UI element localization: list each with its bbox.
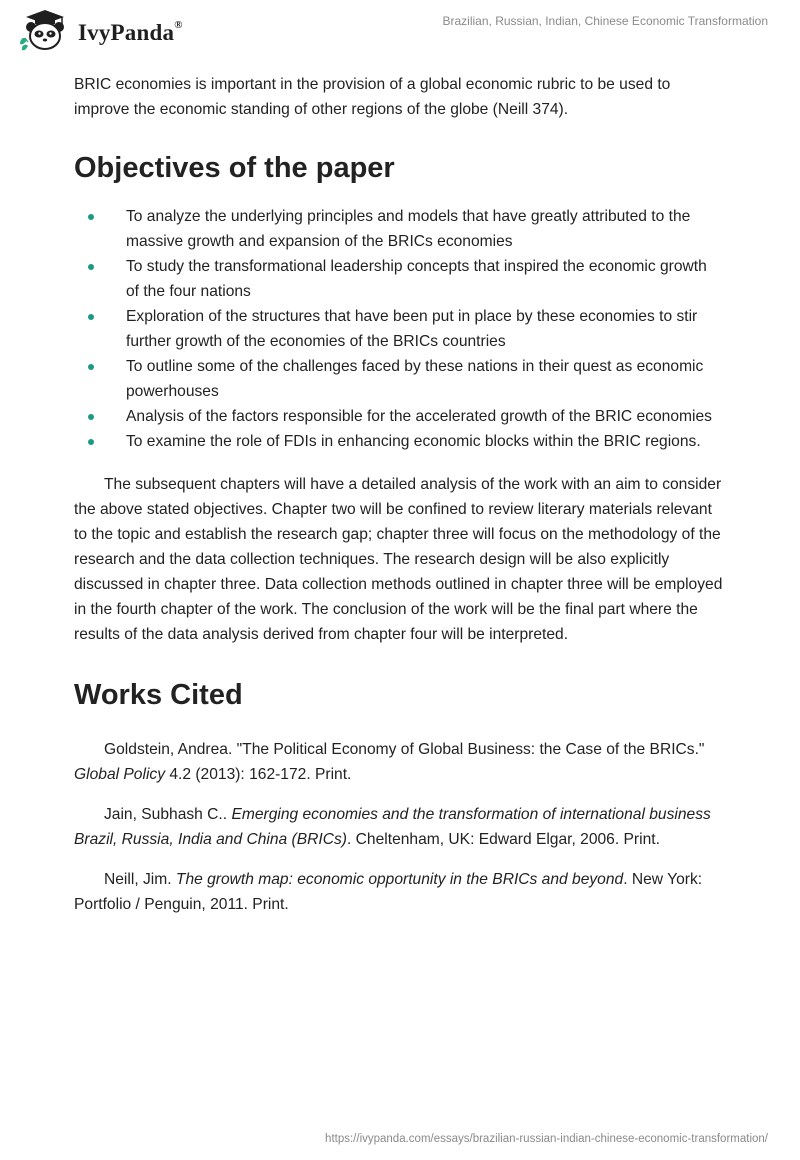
essay-content xyxy=(74,72,724,932)
registered-mark: ® xyxy=(174,19,183,32)
objective-text: To outline some of the challenges faced by these nations in their quest as economic powerhouses xyxy=(126,358,704,400)
citation-title: Emerging economies and the transformation of international business Brazil, Russia, India and China (BRICs) xyxy=(74,806,711,848)
bullet-icon xyxy=(88,439,94,445)
citation: Goldstein, Andrea. "The Political Economy of Global Business: the Case of the BRICs." Global Policy 4.2 (2013): 162-172. Print. xyxy=(74,741,705,783)
objective-text: Analysis of the factors responsible for the accelerated growth of the BRIC economies xyxy=(126,408,712,425)
footer-url[interactable]: https://ivypanda.com/essays/brazilian-russian-indian-chinese-economic-transformation/ xyxy=(325,1133,768,1145)
objective-text: To analyze the underlying principles and models that have greatly attributed to the massive growth and expansion of the BRICs economies xyxy=(126,208,691,250)
objective-text: To examine the role of FDIs in enhancing economic blocks within the BRIC regions. xyxy=(126,433,701,450)
page-header xyxy=(0,0,800,60)
citation-title: The growth map: economic opportunity in the BRICs and beyond xyxy=(175,871,624,888)
objective-text: Exploration of the structures that have been put in place by these economies to stir further growth of the economies of the BRICs countries xyxy=(126,308,698,350)
bullet-icon xyxy=(88,364,94,370)
document-title: Brazilian, Russian, Indian, Chinese Economic Transformation xyxy=(442,14,768,28)
list-item xyxy=(74,204,724,254)
objective-text: To study the transformational leadership concepts that inspired the economic growth of the four nations xyxy=(126,258,707,300)
bullet-icon xyxy=(88,214,94,220)
list-item xyxy=(74,404,724,429)
citation: Neill, Jim. The growth map: economic opportunity in the BRICs and beyond. New York: Portfolio / Penguin, 2011. Print. xyxy=(74,871,703,913)
list-item xyxy=(74,304,724,354)
intro-paragraph: BRIC economies is important in the provision of a global economic rubric to be used to improve the economic standing of other regions of the globe (Neill 374). xyxy=(74,76,671,118)
citation: Jain, Subhash C.. Emerging economies and the transformation of international business Brazil, Russia, India and China (BRICs). Cheltenham, UK: Edward Elgar, 2006. Print. xyxy=(74,806,711,848)
bullet-icon xyxy=(88,414,94,420)
list-item xyxy=(74,254,724,304)
bullet-icon xyxy=(88,314,94,320)
works-cited-heading: Works Cited xyxy=(74,679,243,711)
list-item xyxy=(74,354,724,404)
brand-name[interactable]: IvyPanda® xyxy=(78,19,183,45)
objectives-heading: Objectives of the paper xyxy=(74,152,395,184)
list-item xyxy=(74,429,724,454)
bullet-icon xyxy=(88,264,94,270)
objectives-list xyxy=(74,204,724,454)
panda-graduate-icon[interactable] xyxy=(16,8,74,52)
chapters-paragraph: The subsequent chapters will have a detailed analysis of the work with an aim to consider the above stated objectives. Chapter two will be confined to review literary materials relevant to the topic and establish the research gap; chapter three will focus on the methodology of the research and the data collection techniques. The research design will be also explicitly discussed in chapter three. Data collection methods outlined in chapter three will be employed in the fourth chapter of the work. The conclusion of the work will be the final part where the results of the data analysis derived from chapter four will be interpreted. xyxy=(74,476,723,643)
citation-title: Global Policy xyxy=(74,766,166,783)
